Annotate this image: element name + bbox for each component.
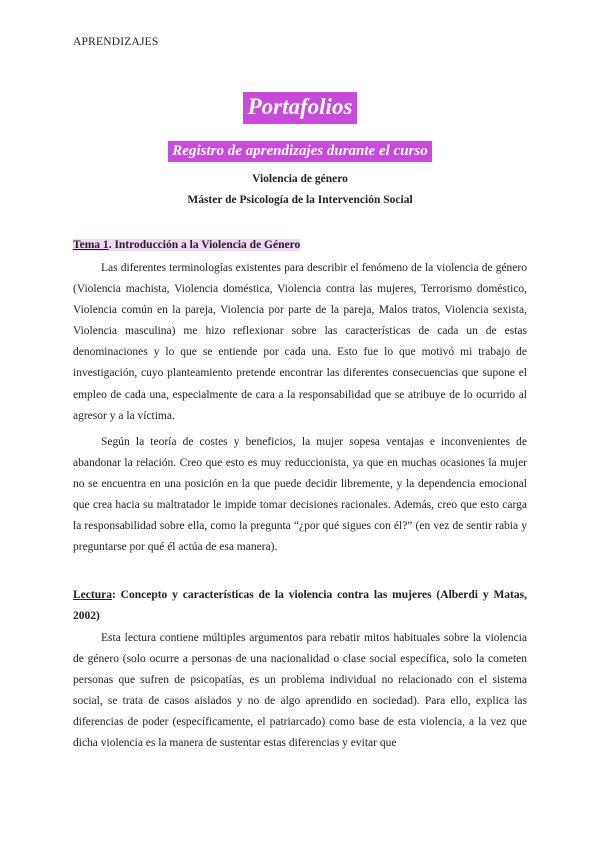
page-header: APRENDIZAJES	[73, 36, 159, 48]
portfolio-subtitle-wrap	[0, 141, 600, 162]
heading-highlight	[73, 239, 300, 251]
portfolio-title: Portafolios	[243, 92, 358, 124]
paragraph-reading	[73, 628, 527, 755]
portfolio-title-wrap	[0, 92, 600, 124]
course-topic: Violencia de género	[252, 173, 348, 185]
degree-name: Máster de Psicología de la Intervención Social	[187, 194, 413, 206]
portfolio-subtitle: Registro de aprendizajes durante el curso	[168, 141, 431, 162]
paragraph-cost-benefit	[73, 432, 527, 559]
paragraph-text: Esta lectura contiene múltiples argumentos para rebatir mitos habituales sobre la violencia de género (solo ocurre a personas de una nacionalidad o clase social específica, solo la cometen personas que sufren de psicopatías, es un problema individual no relacionado con el sistema social, se trata de casos aislados y no de algo aprendido en sociedad). Para ello, explica las diferencias de poder (específicamente, el patriarcado) como base de esta violencia, a la vez que dicha violencia es la manera de sustentar estas diferencias y evitar que	[73, 632, 527, 750]
section-heading-lectura	[73, 585, 527, 627]
heading-prefix: Lectura	[73, 589, 112, 601]
heading-prefix: Tema 1	[73, 239, 109, 251]
paragraph-terminology	[73, 258, 527, 427]
heading-rest: . Introducción a la Violencia de Género	[108, 239, 301, 251]
paragraph-text: Las diferentes terminologías existentes para describir el fenómeno de la violencia de género (Violencia machista, Violencia doméstica, Violencia contra las mujeres, Terrorismo doméstico, Violencia común en la pareja, Violencia por parte de la pareja, Malos tratos, Violencia sexista, Violencia masculina) me hizo reflexionar sobre las características de cada un de estas denominaciones y lo que se entiende por cada una. Esto fue lo que motivó mi trabajo de investigación, cuyo planteamiento pretende encontrar las diferentes consecuencias que supone el empleo de cada una, especialmente de cara a la responsabilidad que se atribuye de lo ocurrido al agresor y a la víctima.	[73, 262, 527, 422]
paragraph-text: Según la teoría de costes y beneficios, la mujer sopesa ventajas e inconvenientes de abandonar la relación. Creo que esto es muy reduccionista, ya que en muchas ocasiones la mujer no se encuentra en una posición en la que puede decidir libremente, y la dependencia emocional que crea hacia su maltratador le impide tomar decisiones racionales. Además, creo que esto carga la responsabilidad sobre ella, como la pregunta “¿por qué sigues con él?” (en vez de sentir rabia y preguntarse por qué él actúa de esa manera).	[73, 436, 527, 554]
section-heading-tema1	[73, 235, 527, 256]
heading-rest: : Concepto y características de la violencia contra las mujeres (Alberdi y Matas, 2002)	[73, 589, 527, 623]
